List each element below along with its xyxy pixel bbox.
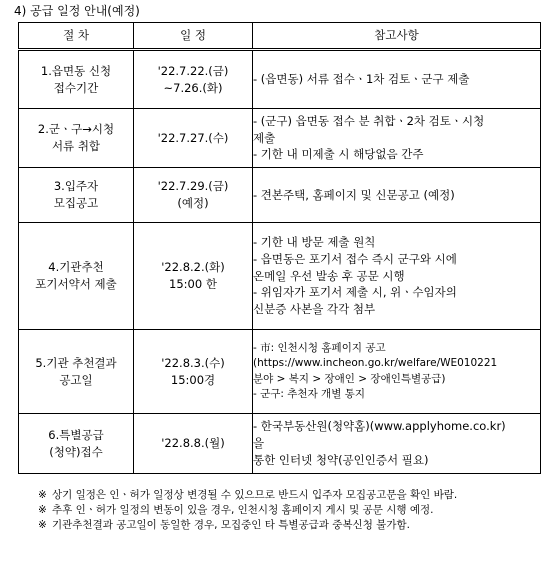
note-text: - 위임자가 포기서 제출 시, 위ㆍ수임자의 xyxy=(253,285,457,300)
date-text: 15:00 한 xyxy=(169,277,217,291)
table-row xyxy=(19,414,541,474)
date-cell xyxy=(134,330,253,414)
step-text: 모집공고 xyxy=(53,196,99,210)
step-cell xyxy=(19,109,134,168)
note-text: - 市: 인천시청 홈페이지 공고 xyxy=(253,342,386,355)
date-cell xyxy=(134,223,253,330)
note-cell xyxy=(253,109,541,168)
step-cell xyxy=(19,223,134,330)
section-heading: 4) 공급 일정 안내(예정) xyxy=(14,4,140,18)
header-notes: 참고사항 xyxy=(253,23,541,50)
date-text: '22.7.27.(수) xyxy=(157,130,229,145)
note-text: - 읍면동은 포기서 접수 즉시 군구와 시에 xyxy=(253,251,457,266)
step-text: 2.군ㆍ구→시청 xyxy=(37,122,115,137)
step-text: 6.특별공급 xyxy=(48,427,104,442)
date-cell xyxy=(134,50,253,109)
date-text: '22.7.22.(금) xyxy=(157,63,229,78)
footnote-text: 추후 인ㆍ허가 일정의 변동이 있을 경우, 인천시청 홈페이지 게시 및 공문 시행 예정. xyxy=(52,504,434,517)
footnote xyxy=(38,488,508,503)
note-text: (https://www.incheon.go.kr/welfare/WE010221 xyxy=(253,357,498,370)
note-text: 신분증 사본을 각각 첨부 xyxy=(253,302,376,316)
note-text: 온메일 우선 발송 후 공문 시행 xyxy=(253,268,405,283)
step-cell xyxy=(19,414,134,474)
table-header-row xyxy=(19,23,541,50)
table-row xyxy=(19,109,541,168)
step-text: 접수기간 xyxy=(53,80,99,95)
date-text: '22.8.3.(수) xyxy=(161,355,225,370)
note-text: - (군구) 읍면동 접수 분 취합ㆍ2차 검토ㆍ시청 xyxy=(253,113,485,128)
note-text: 통한 인터넷 청약(공인인증서 필요) xyxy=(253,452,429,467)
table-row xyxy=(19,50,541,109)
date-text: ~7.26.(화) xyxy=(163,80,223,95)
note-text: 분야 > 복지 > 장애인 > 장애인특별공급) xyxy=(253,372,446,385)
footnote-text: 기관추천결과 공고일이 동일한 경우, 모집중인 타 특별공급과 중복신청 불가함. xyxy=(52,519,410,532)
reference-mark: ※ xyxy=(38,489,47,501)
footnotes xyxy=(38,488,508,534)
note-text: 제출 xyxy=(253,130,276,145)
header-date: 일 정 xyxy=(134,23,253,50)
footnote xyxy=(38,503,508,518)
header-step: 절 차 xyxy=(19,23,134,50)
note-cell xyxy=(253,223,541,330)
note-cell xyxy=(253,50,541,109)
date-text: (예정) xyxy=(177,196,209,210)
step-text: 5.기관 추천결과 xyxy=(35,355,117,370)
note-cell xyxy=(253,168,541,223)
note-text: - 기한 내 방문 제출 원칙 xyxy=(253,235,376,250)
date-text: '22.8.8.(월) xyxy=(161,436,225,451)
step-text: 1.읍면동 신청 xyxy=(40,63,112,78)
note-text: - 한국부동산원(청약홈)(www.applyhome.co.kr) xyxy=(253,419,506,434)
date-text: '22.8.2.(화) xyxy=(161,260,225,275)
date-cell xyxy=(134,414,253,474)
reference-mark: ※ xyxy=(38,519,47,532)
step-text: 3.입주자 xyxy=(53,179,99,194)
step-text: 서류 취합 xyxy=(51,139,101,153)
table-row xyxy=(19,330,541,414)
step-text: 포기서약서 제출 xyxy=(35,277,117,291)
note-cell xyxy=(253,330,541,414)
note-text: - 견본주택, 홈페이지 및 신문공고 (예정) xyxy=(253,187,455,202)
table-row xyxy=(19,168,541,223)
reference-mark: ※ xyxy=(38,504,47,517)
date-text: 15:00경 xyxy=(170,372,216,387)
footnote xyxy=(38,518,508,533)
note-text: - (읍면동) 서류 접수ㆍ1차 검토ㆍ군구 제출 xyxy=(253,72,470,87)
table-row xyxy=(19,223,541,330)
date-cell xyxy=(134,109,253,168)
step-text: (청약)접수 xyxy=(49,444,103,459)
step-cell xyxy=(19,330,134,414)
date-text: '22.7.29.(금) xyxy=(157,179,229,194)
note-text: - 기한 내 미제출 시 해당없음 간주 xyxy=(253,147,424,162)
supply-schedule-table xyxy=(18,22,541,474)
step-text: 공고일 xyxy=(59,372,93,387)
step-cell xyxy=(19,50,134,109)
step-text: 4.기관추천 xyxy=(48,260,104,275)
step-cell xyxy=(19,168,134,223)
note-text: 을 xyxy=(253,436,265,451)
footnote-text: 상기 일정은 인ㆍ허가 일정상 변경될 수 있으므로 반드시 입주자 모집공고문을 확인 바람. xyxy=(52,489,458,501)
date-cell xyxy=(134,168,253,223)
note-cell xyxy=(253,414,541,474)
note-text: - 군구: 추천자 개별 통지 xyxy=(253,387,365,400)
